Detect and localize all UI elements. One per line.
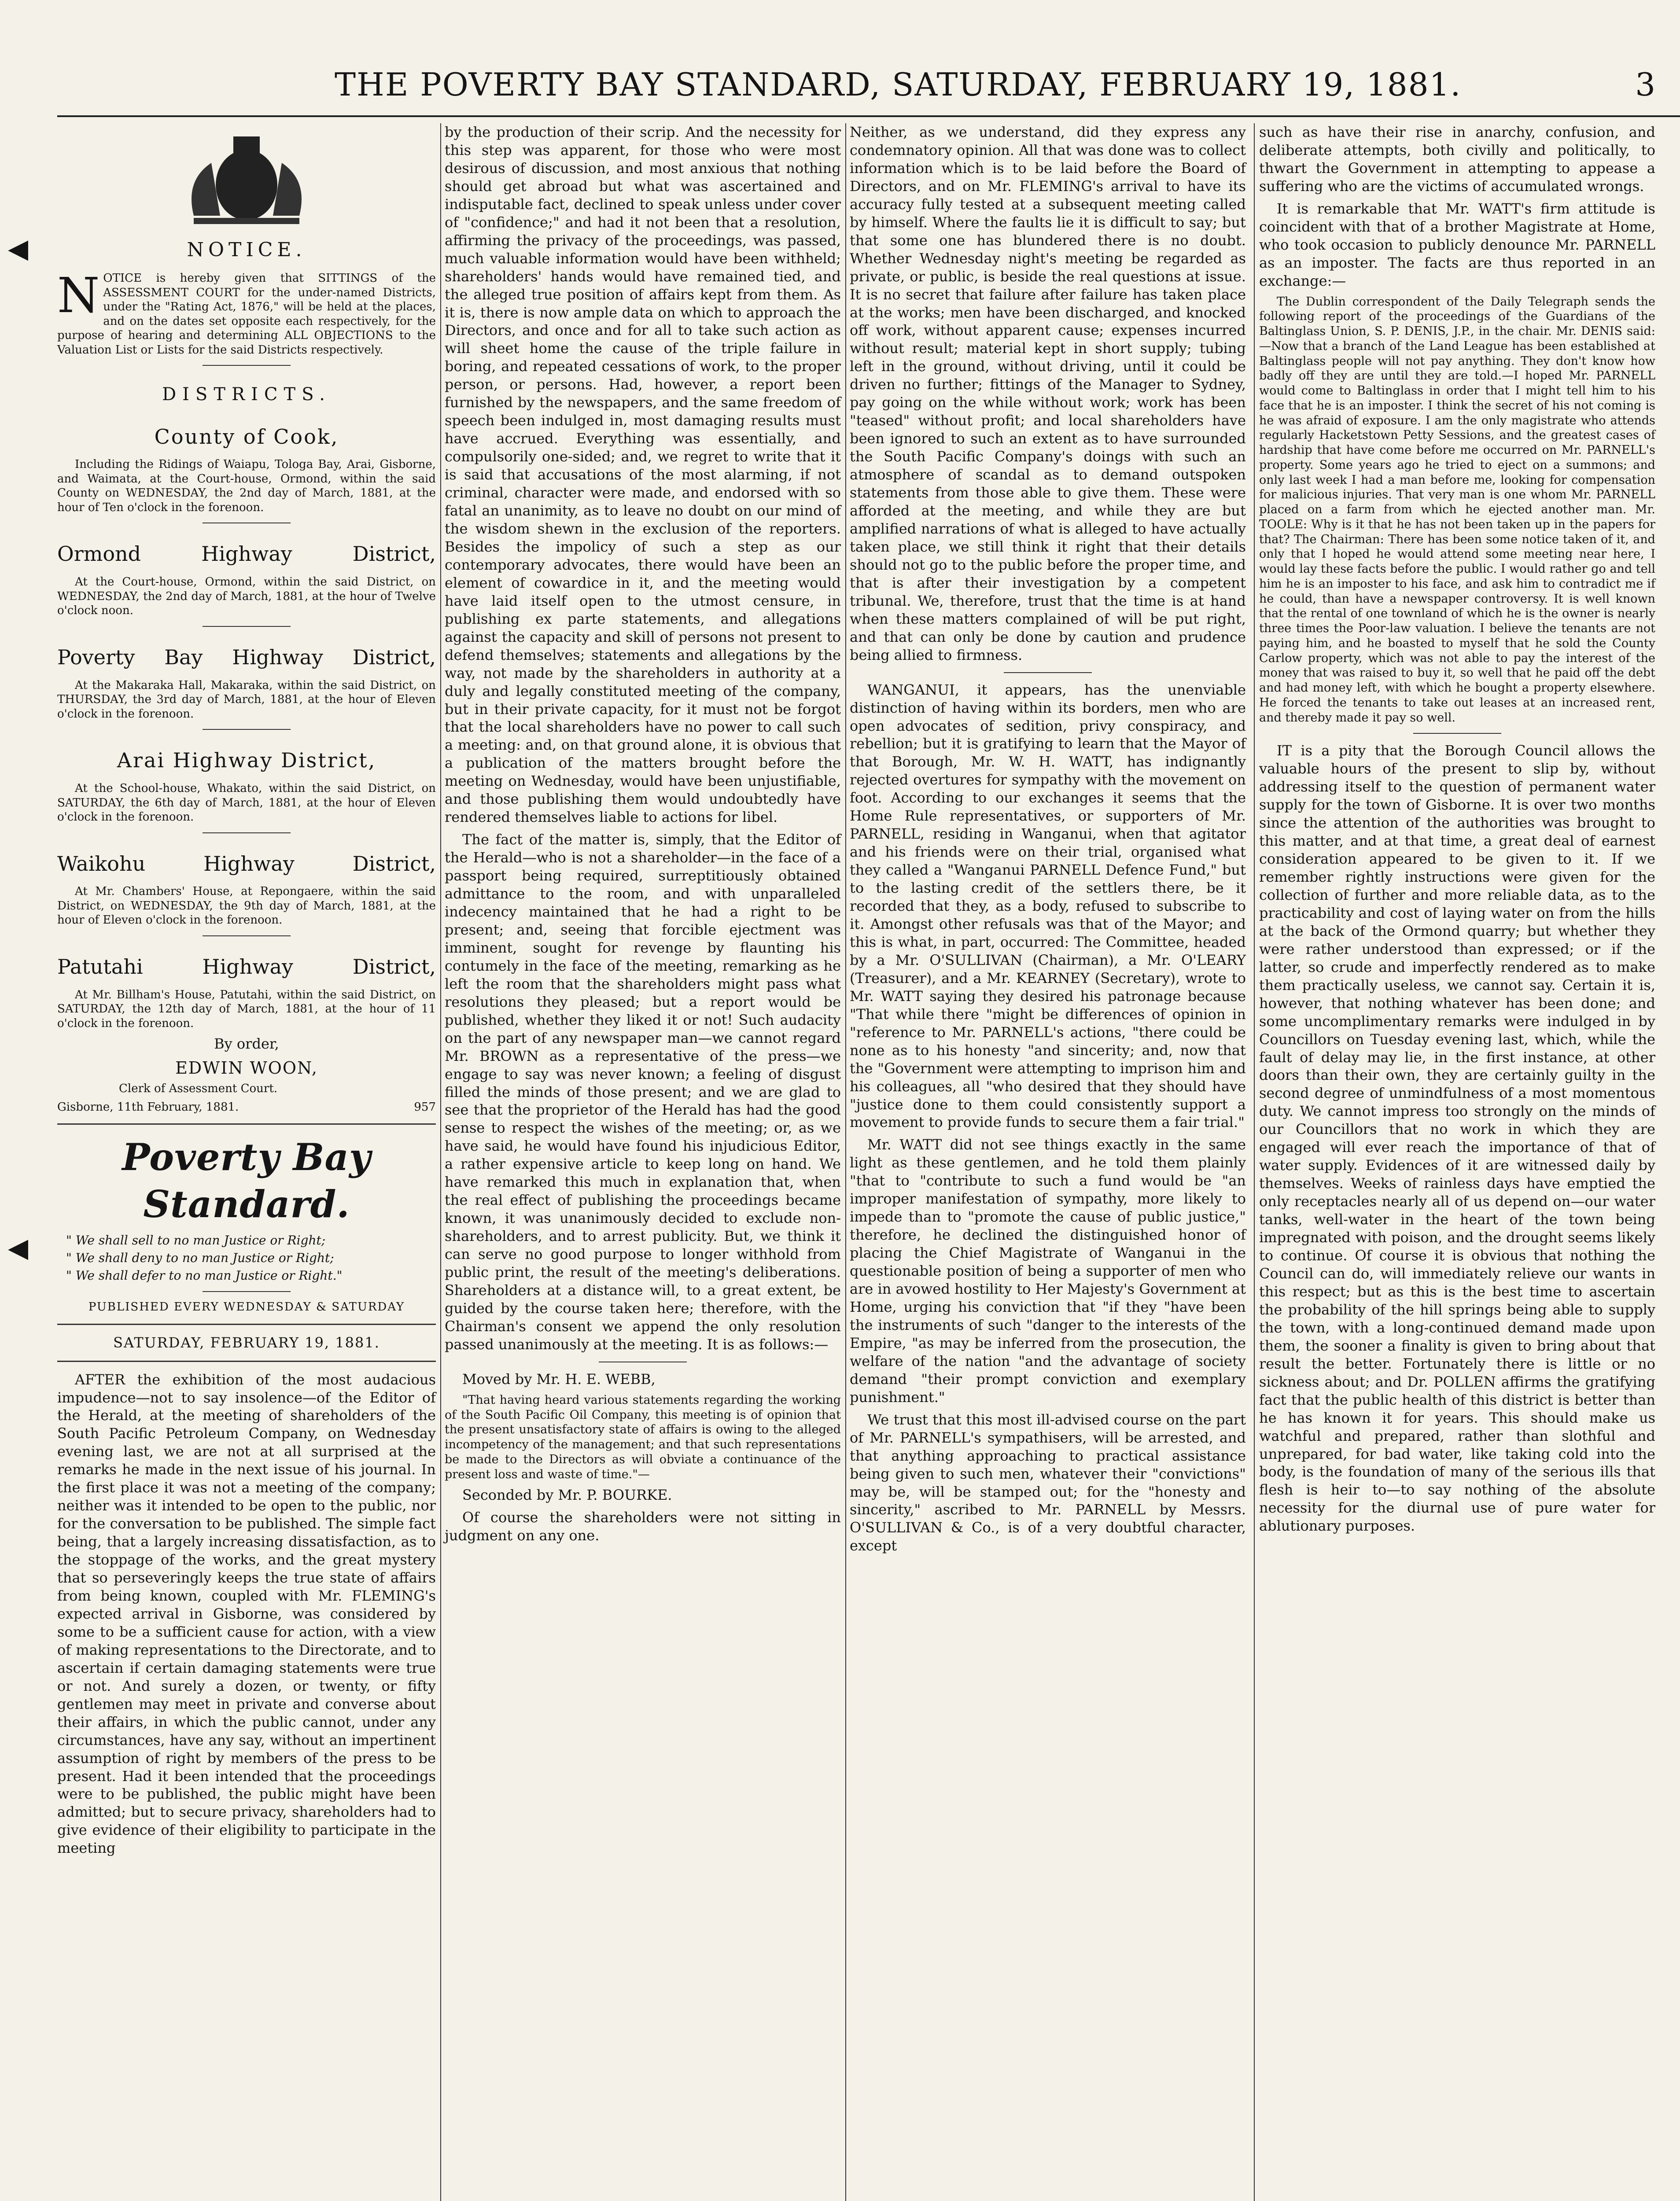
notice-number: 957	[414, 1100, 436, 1114]
column-divider	[1254, 123, 1255, 2201]
edition-dateline: SATURDAY, FEBRUARY 19, 1881.	[113, 1334, 380, 1351]
publication-schedule: PUBLISHED EVERY WEDNESDAY & SATURDAY	[88, 1300, 405, 1314]
column-2	[445, 123, 841, 1549]
arai-district-text: At the School-house, Whakato, within the said District, on SATURDAY, the 6th day of March, 1881, at the hour of Eleven o'clock in the forenoon.	[57, 782, 436, 824]
newspaper-header-title: THE POVERTY BAY STANDARD, SATURDAY, FEBRUARY 19, 1881.	[335, 66, 1462, 103]
patutahi-district-text: At Mr. Billham's House, Patutahi, within the said District, on SATURDAY, the 12th day of March, 1881, at the hour of 11 o'clock in the forenoon.	[57, 988, 436, 1030]
page-header	[26, 66, 1655, 119]
royal-coat-of-arms-icon	[167, 128, 326, 229]
editorial-paragraph: Of course the shareholders were not sitting in judgment on any one.	[445, 1509, 841, 1544]
signatory-name: EDWIN WOON,	[175, 1058, 318, 1078]
county-text: Including the Ridings of Waiapu, Tologa Bay, Arai, Gisborne, and Waimata, at the Court-house, Ormond, within the said County on WEDNESDAY, the 2nd day of March, 1881, at the hour of Ten o'clock in the forenoon.	[57, 458, 436, 514]
dublin-report-quote: The Dublin correspondent of the Daily Telegraph sends the following report of the proceedings of the Guardians of the Baltinglass Union, S. P. DENIS, J.P., in the chair. Mr. DENIS said:—Now that a branch of the Land League has been established at Baltinglass people will not pay anything. They don't know how badly off they are until they are told.—I hoped Mr. PARNELL would come to Baltinglass in order that I might tell him to his face that he is an imposter. I think the secret of his not coming is he was afraid of exposure. I am the only magistrate who attends regularly Hacketstown Petty Sessions, and the greatest cases of hardship that have come before me occurred on Mr. PARNELL's property. Some years ago he tried to eject on a summons; and only last week I had a man before me, looking for compensation for malicious injuries. That very man is one whom Mr. PARNELL placed on a farm from which he ejected another man. Mr. TOOLE: Why is it that he has not been taken up in the papers for that? The Chairman: There has been some notice taken of it, and only that I hoped he would attend some meeting near here, I would lay these facts before the public. I would rather go and tell him he is an imposter to his face, and ask him to contradict me if he could, than have a newspaper controversy. It is well known that the rental of one townland of which he is the owner is nearly three times the Poor-law valuation. I believe the tenants are not paying him, and he boasted to myself that he sold the County Carlow property, which was not able to pay the interest of the money that was raised to buy it, so well that he paid off the debt and had money left, with which he bought a property elsewhere. He forced the tenants to take out leases at an increased rent, and thereby made it pay so well.	[1259, 294, 1655, 725]
paper-nameplate: Poverty Bay Standard.	[122, 1135, 371, 1226]
editorial-paragraph: It is remarkable that Mr. WATT's firm attitude is coincident with that of a brother Magistrate at Home, who took occasion to publicly denounce Mr. PARNELL as an imposter. The facts are thus reported in an exchange:—	[1259, 200, 1655, 289]
header-rule	[57, 115, 1680, 117]
water-supply-article: IT is a pity that the Borough Council allows the valuable hours of the present to slip by, without addressing itself to the question of permanent water supply for the town of Gisborne. It is over two months since the attention of the authorities was brought to this matter, and at that time, a great deal of earnest consideration appeared to be given to it. If we remember rightly instructions were given for the collection of further and more reliable data, as to the practicability and cost of laying water on from the hills at the back of the Ormond quarry; but whether they were rather understood than expressed; or if the latter, so crude and imperfectly rendered as to make them practically useless, we cannot say. Certain it is, however, that nothing whatever has been done; and some uncomplimentary remarks were indulged in by Councillors on Tuesday evening last, which, while the fault of delay may lie, in the first instance, at other doors than their own, they are certainly guilty in the second degree of unmindfulness of a most momentous duty. We cannot impress too strongly on the minds of our Councillors that no work in which they are engaged will ever reach the importance of that of water supply. Evidences of it are witnessed daily by themselves. Weeks of rainless days have emptied the only receptacles nearly all of us depend on—our water tanks, well-water in the heart of the town being impregnated with poison, and the drought seems likely to continue. Of course it is obvious that nothing the Council can do, will immediately relieve our wants in this respect; but as this is the best time to ascertain the probability of the hill springs being able to supply the town, with a long-continued demand made upon them, the sooner a finality is given to bring about that result the better. Fortunately there is little or no sickness about; and Dr. POLLEN affirms the gratifying fact that the public health of this district is better than he has known it for years. This should make us watchful and prepared, rather than slothful and unprepared, for bad water, like taking cold into the body, is the foundation of many of the serious ills that flesh is heir to—to say nothing of the absolute necessity for the diurnal use of pure water for ablutionary purposes.	[1259, 742, 1655, 1535]
notice-dropcap: N	[57, 267, 100, 324]
notice-date: Gisborne, 11th February, 1881.	[57, 1100, 239, 1114]
ormond-district-text: At the Court-house, Ormond, within the said District, on WEDNESDAY, the 2nd day of March, 1881, at the hour of Twelve o'clock noon.	[57, 575, 436, 618]
margin-mark-icon: ◀	[8, 1233, 29, 1263]
editorial-paragraph: by the production of their scrip. And the necessity for this step was apparent, for those who were most desirous of discussion, and most anxious that nothing should get abroad but what was ascertained and indisputable fact, declined to speak unless under cover of "confidence;" and had it not been that a resolution, affirming the privacy of the proceedings, was passed, much valuable information would have been withheld; shareholders' hands would have remained tied, and the alleged true position of affairs kept from them. As it is, there is now ample data on which to approach the Directors, and once and for all to take such action as will sheet home the cause of the triple failure in boring, and repeated cessations of work, to the proper person, or persons. Had, however, a report been furnished by the newspapers, and the same freedom of speech been indulged in, most damaging results must have accrued. Everything was essentially, and compulsorily one-sided; and, we regret to write that it is said that accusations of the most alarming, if not criminal, character were made, and endorsed with so fatal an unanimity, as to leave no doubt on our mind of the wisdom shewn in the exclusion of the reporters. Besides the impolicy of such a step as our contemporary advocates, there would have been an element of cowardice in it, and the meeting would have laid itself open to the utmost censure, in publishing ex parte statements, and allegations against the capacity and skill of persons not present to defend themselves; statements and allegations by the way, not made by the shareholders in authority at a duly and legally constituted meeting of the company, but in their private capacity, for it must not be forgot that the local shareholders have no power to call such a meeting: and, on that ground alone, it is obvious that a publication of the matters brought before the meeting on Wednesday, would have been unjustifiable, and those publishing them would undoubtedly have rendered themselves liable to actions for libel.	[445, 124, 841, 826]
section-rule	[57, 1324, 436, 1325]
wanganui-article: Mr. WATT did not see things exactly in the same light as these gentlemen, and he told them plainly "that to "contribute to such a fund would be "an improper manifestation of sympathy, more likely to impede than to "promote the cause of public justice," therefore, he declined the distinguished honor of placing the Chief Magistrate of Wanganui in the questionable position of being a supporter of men who are in avowed hostility to Her Majesty's Government at Home, urging his conviction that "if they "have been the instruments of such "danger to the interests of the Empire, "as may be inferred from the prosecution, the welfare of the nation "and the advantage of society demand "their prompt conviction and exemplary punishment."	[850, 1136, 1246, 1406]
districts-heading: DISTRICTS.	[162, 384, 331, 405]
editorial-paragraph: Neither, as we understand, did they express any condemnatory opinion. All that was done was to collect information which is to be laid before the Board of Directors, and on Mr. FLEMING's arrival to have its accuracy fully tested at a subsequent meeting called by himself. Where the faults lie it is difficult to say; but that some one has blundered there is no doubt. Whether Wednesday night's meeting be regarded as private, or public, is beside the real questions at issue. It is no secret that failure after failure has taken place at the works; men have been discharged, and knocked off work, without apparent cause; expenses incurred without result; material kept in short supply; tubing left in the ground, without driving, until it could be driven no further; fittings of the Manager to Sydney, pay going on the while without work; work has been "teased" without profit; and local shareholders have been ignored to such an extent as to have surrounded the South Pacific Company's doings with such an atmosphere of scandal as to demand outspoken statements from those able to give them. These were afforded at the meeting, and while they are but amplified narrations of what is alleged to have actually taken place, we still think it right that their details should not go to the public before the proper time, and that is after their investigation by a competent tribunal. We, therefore, trust that the time is at hand when these matters complained of will be put right, and that can only be done by caution and prudence being allied to firmness.	[850, 124, 1246, 663]
motto-line: " We shall deny to no man Justice or Right;	[66, 1250, 334, 1265]
signatory-title: Clerk of Assessment Court.	[119, 1082, 278, 1095]
column-3	[850, 123, 1246, 1559]
separator	[203, 1291, 291, 1292]
arai-district-name: Arai Highway District,	[117, 748, 376, 773]
separator	[1004, 672, 1092, 673]
notice-dateline	[57, 1100, 436, 1115]
county-name: County of Cook,	[154, 424, 339, 449]
separator	[203, 935, 291, 936]
column-divider	[845, 123, 846, 2201]
page-number: 3	[1635, 66, 1655, 103]
wanganui-article: WANGANUI, it appears, has the unenviable distinction of having within its borders, men who are open advocates of sedition, privy conspiracy, and rebellion; but it is gratifying to learn that the Mayor of that Borough, Mr. W. H. WATT, has indignantly rejected overtures for sympathy with the movement on foot. According to our exchanges it seems that the Home Rule representatives, or supporters of Mr. PARNELL, residing in Wanganui, when that agitator and his friends were on their trial, organised what they called a "Wanganui PARNELL Defence Fund," but to the lasting credit of the settlers there, be it recorded that they, as a body, refused to subscribe to it. Amongst other refusals was that of the Mayor; and this is what, in part, occurred: The Committee, headed by a Mr. O'SULLIVAN (Chairman), a Mr. O'LEARY (Treasurer), and a Mr. KEARNEY (Secretary), wrote to Mr. WATT saying they desired his patronage because "That while there "might be differences of opinion in "reference to Mr. PARNELL's actions, "there could be none as to his honesty "and sincerity; and, now that the "Government were attempting to imprison him and his colleagues, all "who desired that they should have "justice done to them could consistently support a movement to provide funds to secure them a fair trial."	[850, 681, 1246, 1131]
ormond-district-name: Ormond Highway District,	[57, 542, 436, 566]
seconded-by-line: Seconded by Mr. P. BOURKE.	[462, 1487, 672, 1504]
column-divider	[440, 123, 441, 2201]
editorial-paragraph: such as have their rise in anarchy, confusion, and deliberate attempts, both civilly and politically, to thwart the Government in attempting to appease a suffering who are the victims of accumulated wrongs.	[1259, 124, 1655, 195]
motto-line: " We shall sell to no man Justice or Right;	[66, 1233, 326, 1248]
notice-heading: NOTICE.	[187, 239, 306, 261]
resolution-quote: "That having heard various statements regarding the working of the South Pacific Oil Company, this meeting is of opinion that the present unsatisfactory state of affairs is owing to the alleged incompetency of the management; and that such representations be made to the Directors as will obviate a continuance of the present loss and waste of time."—	[445, 1393, 841, 1481]
section-rule	[57, 1123, 436, 1125]
waikohu-district-name: Waikohu Highway District,	[57, 851, 436, 876]
separator	[203, 832, 291, 833]
separator	[203, 729, 291, 730]
section-rule	[57, 1361, 436, 1362]
margin-mark-icon: ◀	[8, 233, 29, 264]
editorial-paragraph: AFTER the exhibition of the most audacious impudence—not to say insolence—of the Editor of the Herald, at the meeting of shareholders of the South Pacific Petroleum Company, on Wednesday evening last, we are not at all surprised at the remarks he made in the next issue of his journal. In the first place it was not a meeting of the company; neither was it intended to be open to the public, nor for the conversation to be published. The simple fact being, that a largely increasing dissatisfaction, as to the stoppage of the works, and the great mystery that so perseveringly keeps the true state of affairs from being known, coupled with Mr. FLEMING's expected arrival in Gisborne, was considered by some to be a sufficient cause for action, with a view of making representations to the Directorate, and to ascertain if certain damaging statements were true or not. And surely a dozen, or twenty, or fifty gentlemen may meet in private and converse about their affairs, in which the public cannot, under any circumstances, have any say, without an impertinent assumption of right by members of the press to be present. Had it been intended that the proceedings were to be published, the public might have been admitted; but to secure privacy, shareholders had to give evidence of their eligibility to participate in the meeting	[57, 1371, 436, 1857]
separator	[203, 626, 291, 627]
waikohu-district-text: At Mr. Chambers' House, at Repongaere, within the said District, on WEDNESDAY, the 9th day of March, 1881, at the hour of Eleven o'clock in the forenoon.	[57, 885, 436, 927]
moved-by-line: Moved by Mr. H. E. WEBB,	[462, 1370, 656, 1388]
poverty-bay-district-name: Poverty Bay Highway District,	[57, 645, 436, 669]
motto-line: " We shall defer to no man Justice or Right."	[66, 1268, 343, 1283]
column-1	[57, 123, 436, 1862]
patutahi-district-name: Patutahi Highway District,	[57, 954, 436, 979]
editorial-paragraph: The fact of the matter is, simply, that the Editor of the Herald—who is not a shareholder—in the face of a passport being required, surreptitiously obtained admittance to the room, and with unparalleled indecency maintained that he had a right to be present; and, seeing that forcible ejectment was imminent, sought for revenge by flaunting his contumely in the face of the meeting, remarking as he left the room that the shareholders might pass what resolutions they pleased; but a report would be published, whether they liked it or not! Such audacity on the part of any newspaper man—we cannot regard Mr. BROWN as a representative of the press—we engage to say was never known; a feeling of disgust filled the minds of those present; and we are glad to see that the proprietor of the Herald has had the good sense to respect the wishes of the meeting; or, as we have said, he would have found his injudicious Editor, a rather expensive article to keep long on hand. We have remarked this much in explanation that, when the real effect of publishing the proceedings became known, it was unanimously decided to exclude non-shareholders, and to arrest publicity. But, we think it can serve no good purpose to longer withhold from public print, the result of the meeting's deliberations. Shareholders at a distance will, to a great extent, be guided by the course taken here; therefore, with the Chairman's consent we append the only resolution passed unanimously at the meeting. It is as follows:—	[445, 831, 841, 1353]
wanganui-article: We trust that this most ill-advised course on the part of Mr. PARNELL's sympathisers, will be arrested, and that anything approaching to practical assistance being given to such men, whatever their "convictions" may be, will be stamped out; for the "honesty and sincerity," ascribed to Mr. PARNELL by Messrs. O'SULLIVAN & Co., is of a very doubtful character, except	[850, 1411, 1246, 1554]
column-4	[1259, 123, 1655, 1539]
notice-body: NOTICE is hereby given that SITTINGS of the ASSESSMENT COURT for the under-named Districts, under the "Rating Act, 1876," will be held at the places, and on the dates set opposite each respectively, for the purpose of hearing and determining ALL OBJECTIONS to the Valuation List or Lists for the said Districts respectively.	[57, 267, 436, 357]
separator	[1413, 733, 1501, 734]
by-order-label: By order,	[214, 1035, 279, 1053]
poverty-bay-district-text: At the Makaraka Hall, Makaraka, within the said District, on THURSDAY, the 3rd day of March, 1881, at the hour of Eleven o'clock in the forenoon.	[57, 678, 436, 721]
separator	[203, 365, 291, 366]
